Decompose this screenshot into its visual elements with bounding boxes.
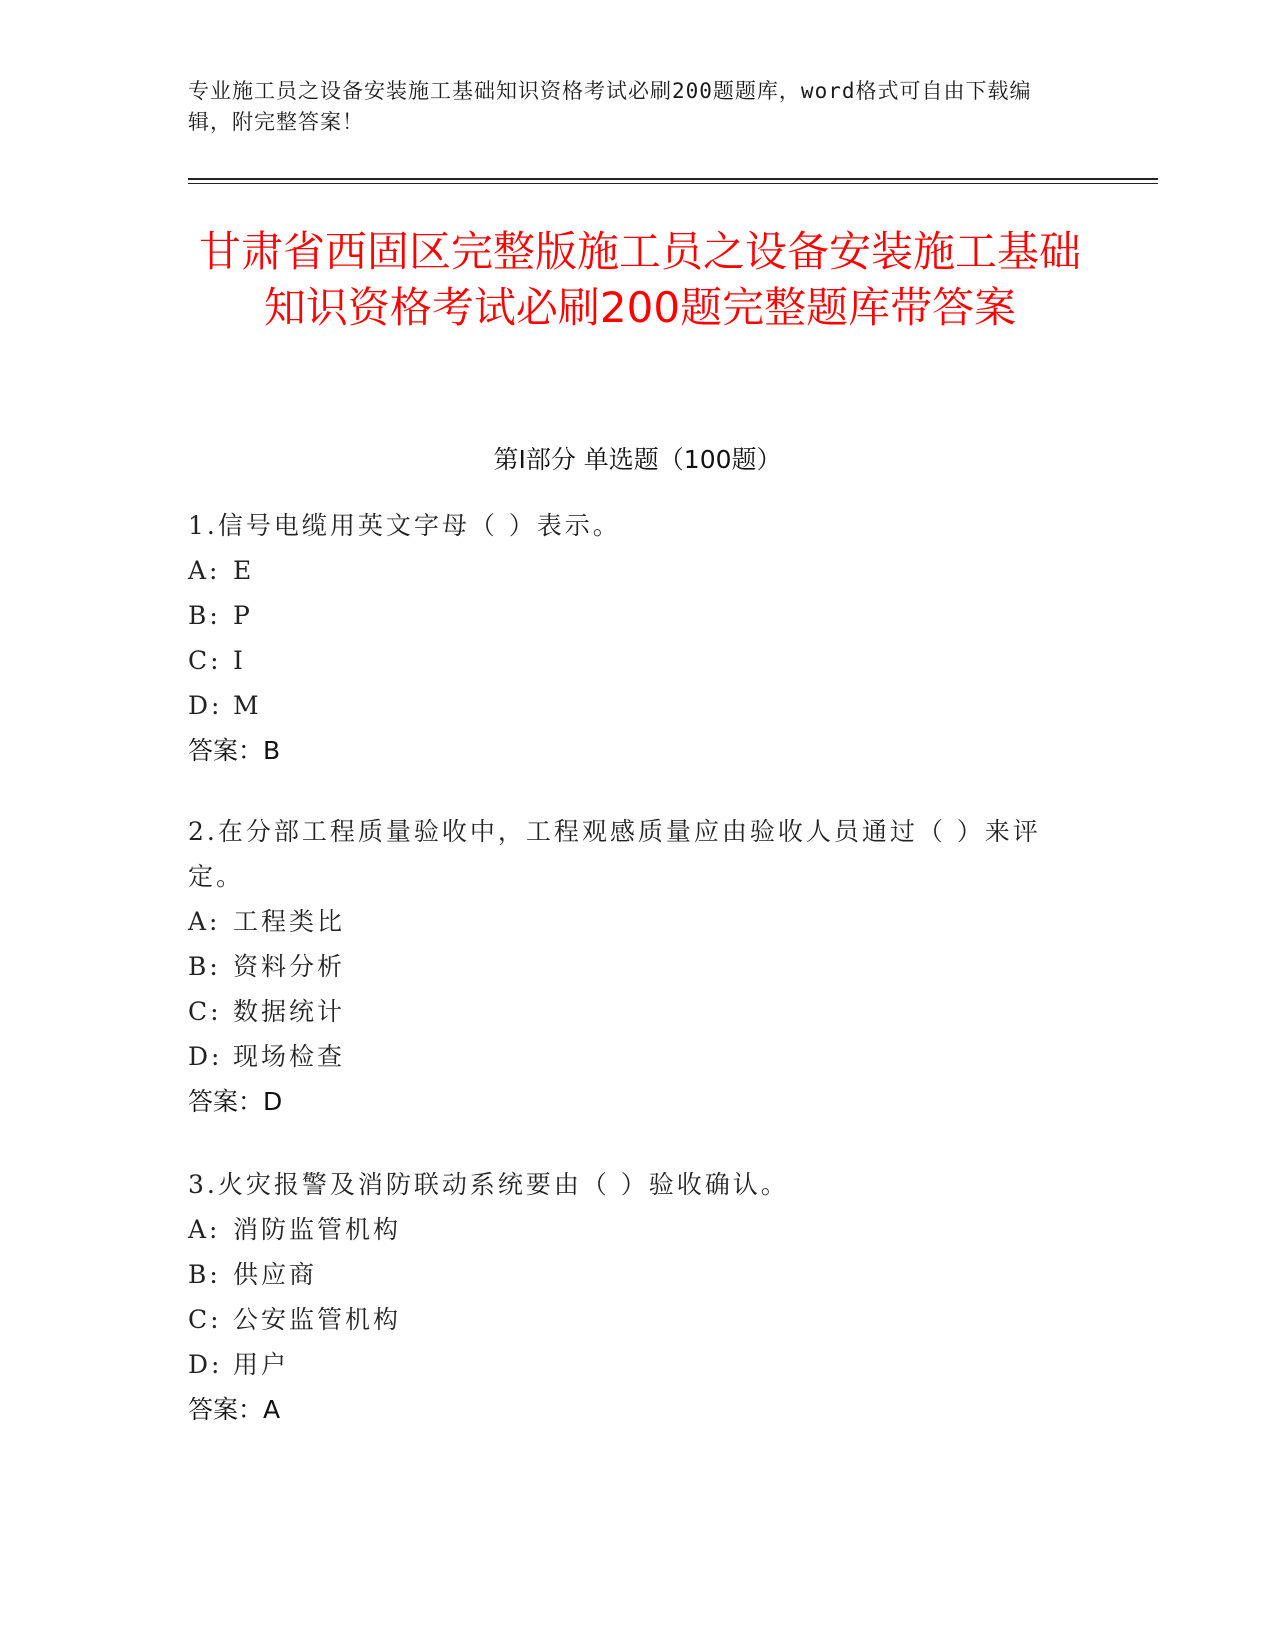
header-divider-thin bbox=[188, 183, 1158, 184]
section-heading: 第I部分 单选题（100题） bbox=[493, 445, 782, 474]
question-2 bbox=[188, 809, 1088, 1124]
option-text: 供应商 bbox=[233, 1260, 318, 1289]
option-d bbox=[188, 1034, 1088, 1079]
option-c bbox=[188, 1297, 1088, 1342]
answer: 答案：B bbox=[188, 736, 281, 765]
option-letter: B: bbox=[188, 952, 221, 981]
option-letter: C: bbox=[188, 646, 222, 675]
option-c bbox=[188, 989, 1088, 1034]
option-letter: D: bbox=[188, 691, 223, 720]
option-letter: B: bbox=[188, 601, 221, 630]
option-letter: C: bbox=[188, 1305, 222, 1334]
question-text: 3.火灾报警及消防联动系统要由（ ）验收确认。 bbox=[188, 1170, 789, 1199]
question-text: 2.在分部工程质量验收中，工程观感质量应由验收人员通过（ ）来评定。 bbox=[188, 817, 1041, 891]
question-3 bbox=[188, 1162, 1088, 1432]
option-letter: C: bbox=[188, 997, 222, 1026]
option-text: 数据统计 bbox=[233, 997, 346, 1026]
option-b bbox=[188, 1252, 1088, 1297]
option-text: M bbox=[233, 691, 262, 720]
option-d bbox=[188, 683, 1088, 728]
header-divider-thick bbox=[188, 178, 1158, 180]
option-letter: A: bbox=[188, 1215, 221, 1244]
option-text: 现场检查 bbox=[233, 1042, 346, 1071]
option-b bbox=[188, 593, 1088, 638]
option-text: 公安监管机构 bbox=[233, 1305, 402, 1334]
option-text: 工程类比 bbox=[233, 907, 346, 936]
option-a bbox=[188, 899, 1088, 944]
option-a bbox=[188, 548, 1088, 593]
option-text: E bbox=[233, 556, 255, 585]
option-c bbox=[188, 638, 1088, 683]
option-letter: B: bbox=[188, 1260, 221, 1289]
option-text: P bbox=[233, 601, 253, 630]
header-note: 专业施工员之设备安装施工基础知识资格考试必刷200题题库，word格式可自由下载编辑，附完整答案！ bbox=[188, 79, 1032, 134]
option-a bbox=[188, 1207, 1088, 1252]
option-letter: A: bbox=[188, 556, 221, 585]
option-letter: D: bbox=[188, 1350, 223, 1379]
option-text: 资料分析 bbox=[233, 952, 346, 981]
option-text: I bbox=[233, 646, 246, 675]
option-letter: A: bbox=[188, 907, 221, 936]
option-d bbox=[188, 1342, 1088, 1387]
question-1 bbox=[188, 503, 1088, 773]
document-title: 甘肃省西固区完整版施工员之设备安装施工基础知识资格考试必刷200题完整题库带答案 bbox=[198, 227, 1081, 332]
answer: 答案：A bbox=[188, 1395, 281, 1424]
option-b bbox=[188, 944, 1088, 989]
answer: 答案：D bbox=[188, 1087, 283, 1116]
question-text: 1.信号电缆用英文字母（ ）表示。 bbox=[188, 511, 621, 540]
option-letter: D: bbox=[188, 1042, 223, 1071]
option-text: 消防监管机构 bbox=[233, 1215, 402, 1244]
option-text: 用户 bbox=[233, 1350, 290, 1379]
